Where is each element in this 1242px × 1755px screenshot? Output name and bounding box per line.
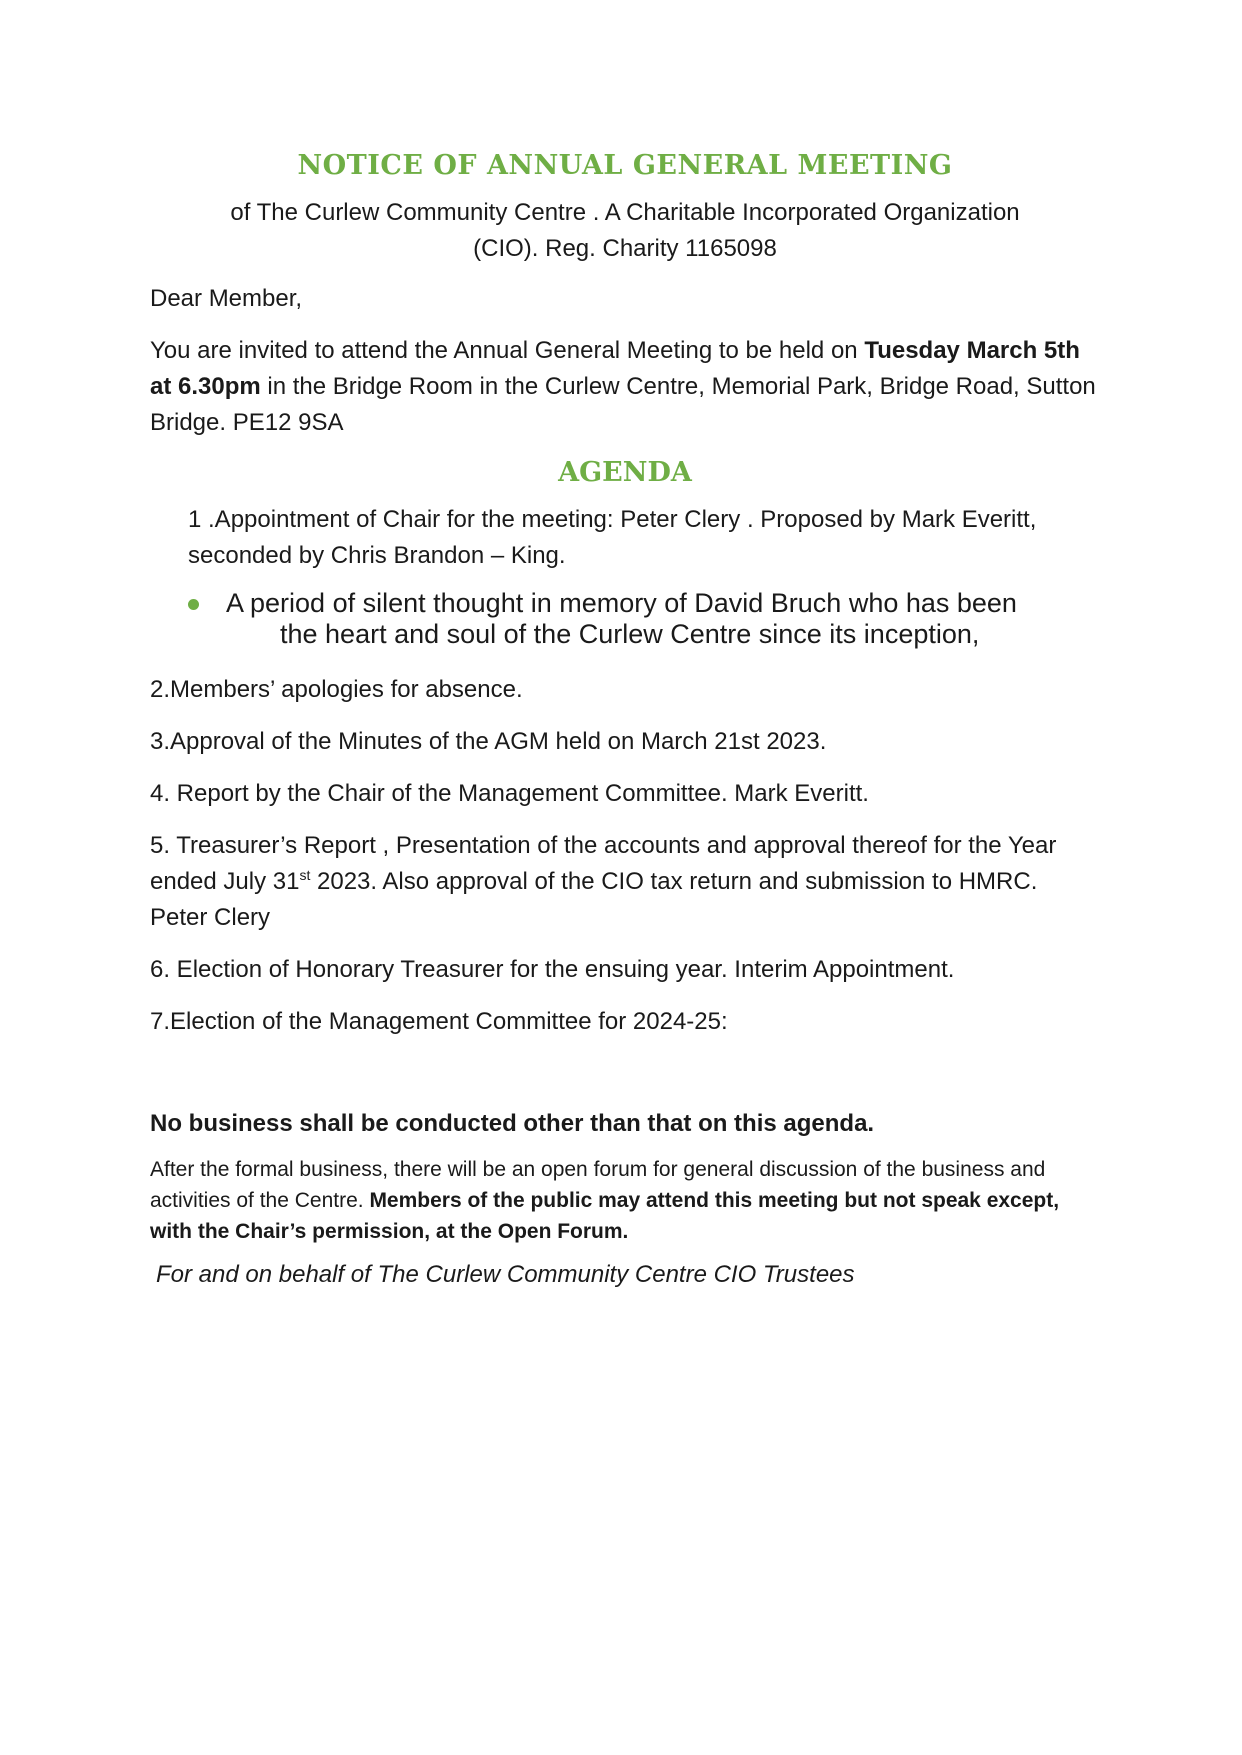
agenda-heading: AGENDA xyxy=(558,457,692,488)
subtitle-line-1: of The Curlew Community Centre . A Charitable Incorporated Organization xyxy=(230,199,1020,226)
organisation-subtitle xyxy=(150,195,1100,267)
agenda-item-4: 4. Report by the Chair of the Management Committee. Mark Everitt. xyxy=(150,780,869,807)
memorial-line-2: the heart and soul of the Curlew Centre since its inception, xyxy=(280,619,980,649)
open-forum-text: After the formal business, there will be an open forum for general discussion of the business and activities of the Centre. xyxy=(150,1158,1046,1212)
invitation-text-end: in the Bridge Room in the Curlew Centre, Memorial Park, Bridge Road, Sutton Bridge. PE12 9SA xyxy=(150,373,1096,436)
meeting-date-time: Tuesday March 5th at 6.30pm xyxy=(150,337,1080,400)
notice-title: NOTICE OF ANNUAL GENERAL MEETING xyxy=(297,150,953,181)
no-business-notice: No business shall be conducted other than that on this agenda. xyxy=(150,1110,875,1137)
agenda-item-5 xyxy=(150,828,1100,936)
invitation-paragraph xyxy=(150,333,1100,441)
open-forum-paragraph xyxy=(150,1154,1100,1247)
invitation-text-start: You are invited to attend the Annual General Meeting to be held on xyxy=(150,337,865,364)
bullet-dot-icon xyxy=(188,599,199,610)
signoff: For and on behalf of The Curlew Community Centre CIO Trustees xyxy=(156,1261,855,1288)
memorial-text xyxy=(226,588,1100,650)
notice-document xyxy=(150,150,1100,1289)
agenda-item-7: 7.Election of the Management Committee for 2024-25: xyxy=(150,1008,728,1035)
agenda-item-1: 1 .Appointment of Chair for the meeting: Peter Clery . Proposed by Mark Everitt, seconded by Chris Brandon – King. xyxy=(188,506,1037,569)
memorial-line-1: A period of silent thought in memory of David Bruch who has been xyxy=(226,588,1017,618)
agenda-item-5-superscript: st xyxy=(299,867,311,883)
agenda-item-2: 2.Members’ apologies for absence. xyxy=(150,676,523,703)
agenda-item-5-start: 5. Treasurer’s Report , Presentation of the accounts and approval thereof for the Year ended July 31 xyxy=(150,832,1057,895)
agenda-item-6: 6. Election of Honorary Treasurer for the ensuing year. Interim Appointment. xyxy=(150,956,955,983)
memorial-bullet xyxy=(188,588,1100,650)
agenda-item-3: 3.Approval of the Minutes of the AGM held on March 21st 2023. xyxy=(150,728,827,755)
public-attendance-note: Members of the public may attend this meeting but not speak except, with the Chair’s permission, at the Open Forum. xyxy=(150,1189,1060,1243)
subtitle-line-2: (CIO). Reg. Charity 1165098 xyxy=(473,235,777,262)
agenda-item-5-end: 2023. Also approval of the CIO tax return and submission to HMRC. Peter Clery xyxy=(150,868,1038,931)
greeting: Dear Member, xyxy=(150,285,303,312)
